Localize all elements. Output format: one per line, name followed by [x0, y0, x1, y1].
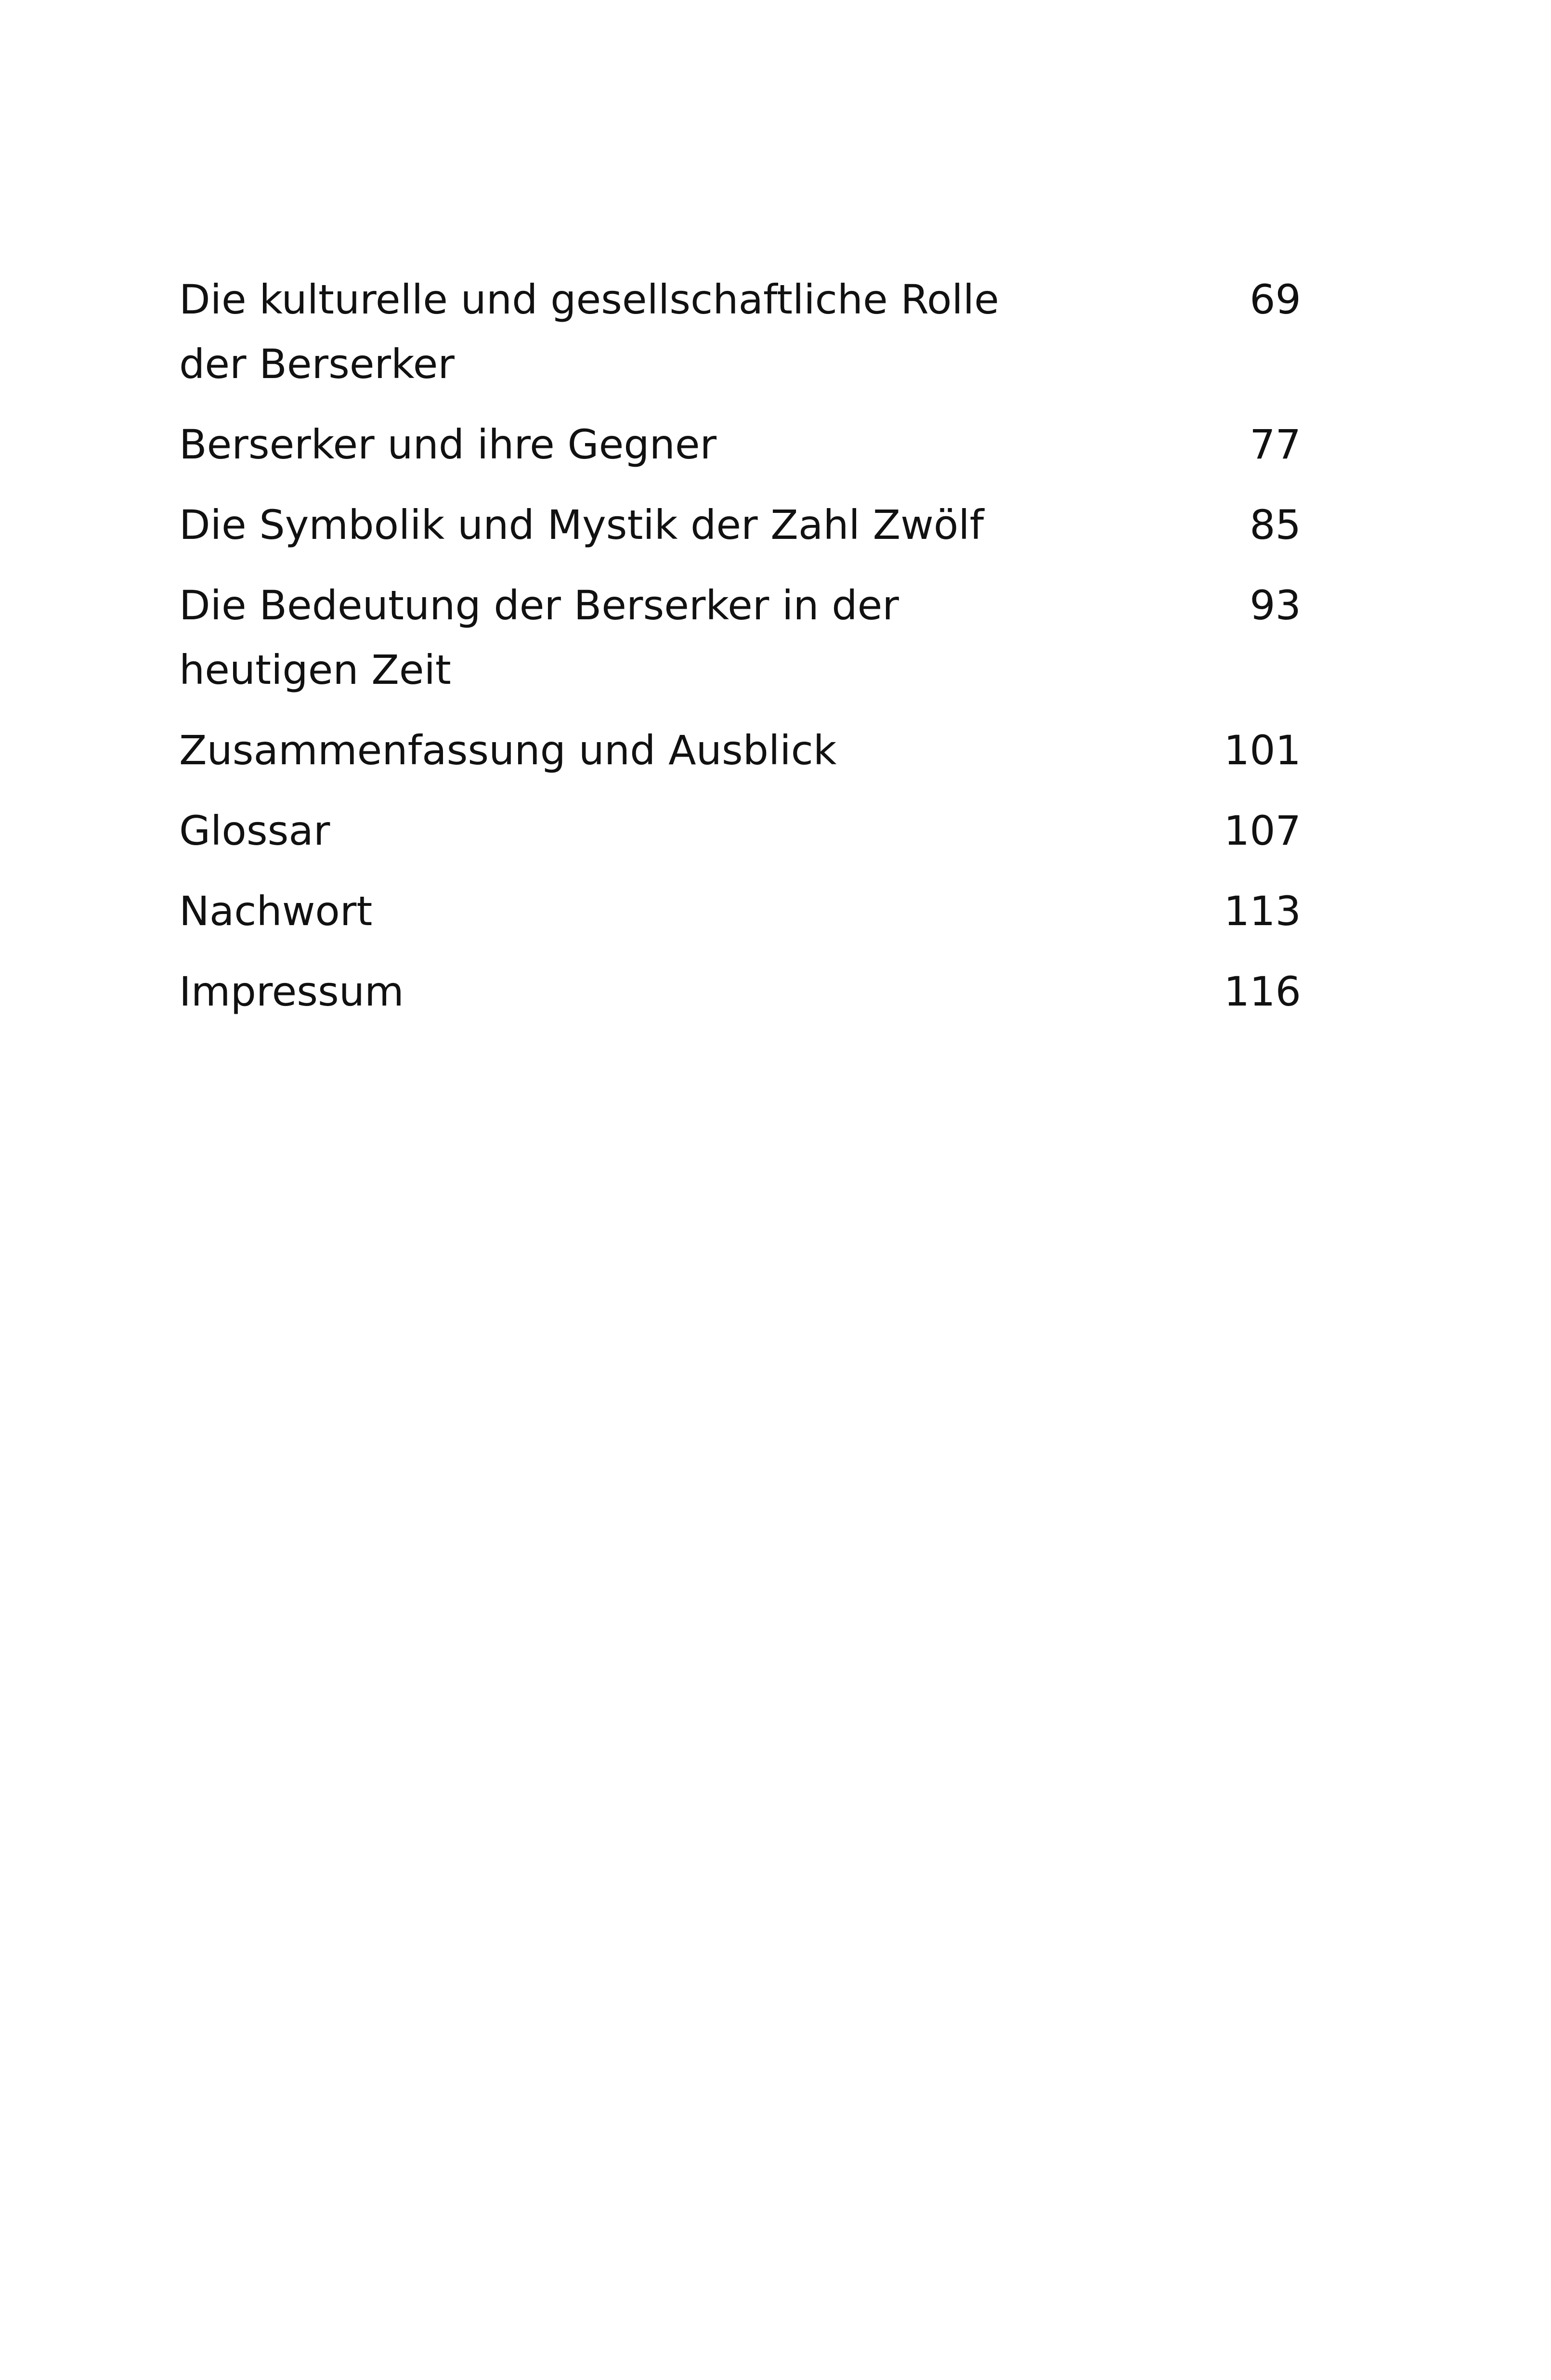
toc-entry-page-number: 69	[1250, 276, 1301, 323]
toc-entry-title: Glossar	[179, 807, 330, 854]
toc-entry-page-number: 85	[1250, 501, 1301, 549]
table-of-contents	[179, 267, 1301, 1040]
toc-entry-title: Zusammenfassung und Ausblick	[179, 727, 837, 774]
toc-entry[interactable]	[179, 573, 1301, 702]
toc-entry[interactable]	[179, 959, 1301, 1024]
toc-entry-page-number: 107	[1224, 807, 1301, 854]
toc-entry-title: Die kulturelle und gesellschaftliche Rolle der Berserker	[179, 276, 999, 388]
toc-entry-title: Nachwort	[179, 888, 373, 935]
toc-entry-page-number: 116	[1224, 968, 1301, 1015]
toc-entry[interactable]	[179, 879, 1301, 943]
toc-entry-title: Impressum	[179, 968, 404, 1015]
toc-entry-page-number: 113	[1224, 888, 1301, 935]
toc-entry-page-number: 93	[1250, 582, 1301, 629]
toc-entry[interactable]	[179, 412, 1301, 477]
toc-entry[interactable]	[179, 718, 1301, 783]
toc-entry-page-number: 77	[1250, 421, 1301, 468]
toc-entry[interactable]	[179, 493, 1301, 557]
toc-entry[interactable]	[179, 267, 1301, 396]
toc-entry-title: Die Symbolik und Mystik der Zahl Zwölf	[179, 501, 984, 549]
toc-entry-title: Berserker und ihre Gegner	[179, 421, 717, 468]
toc-entry[interactable]	[179, 798, 1301, 863]
toc-entry-page-number: 101	[1224, 727, 1301, 774]
toc-entry-title: Die Bedeutung der Berserker in der heutigen Zeit	[179, 582, 899, 693]
